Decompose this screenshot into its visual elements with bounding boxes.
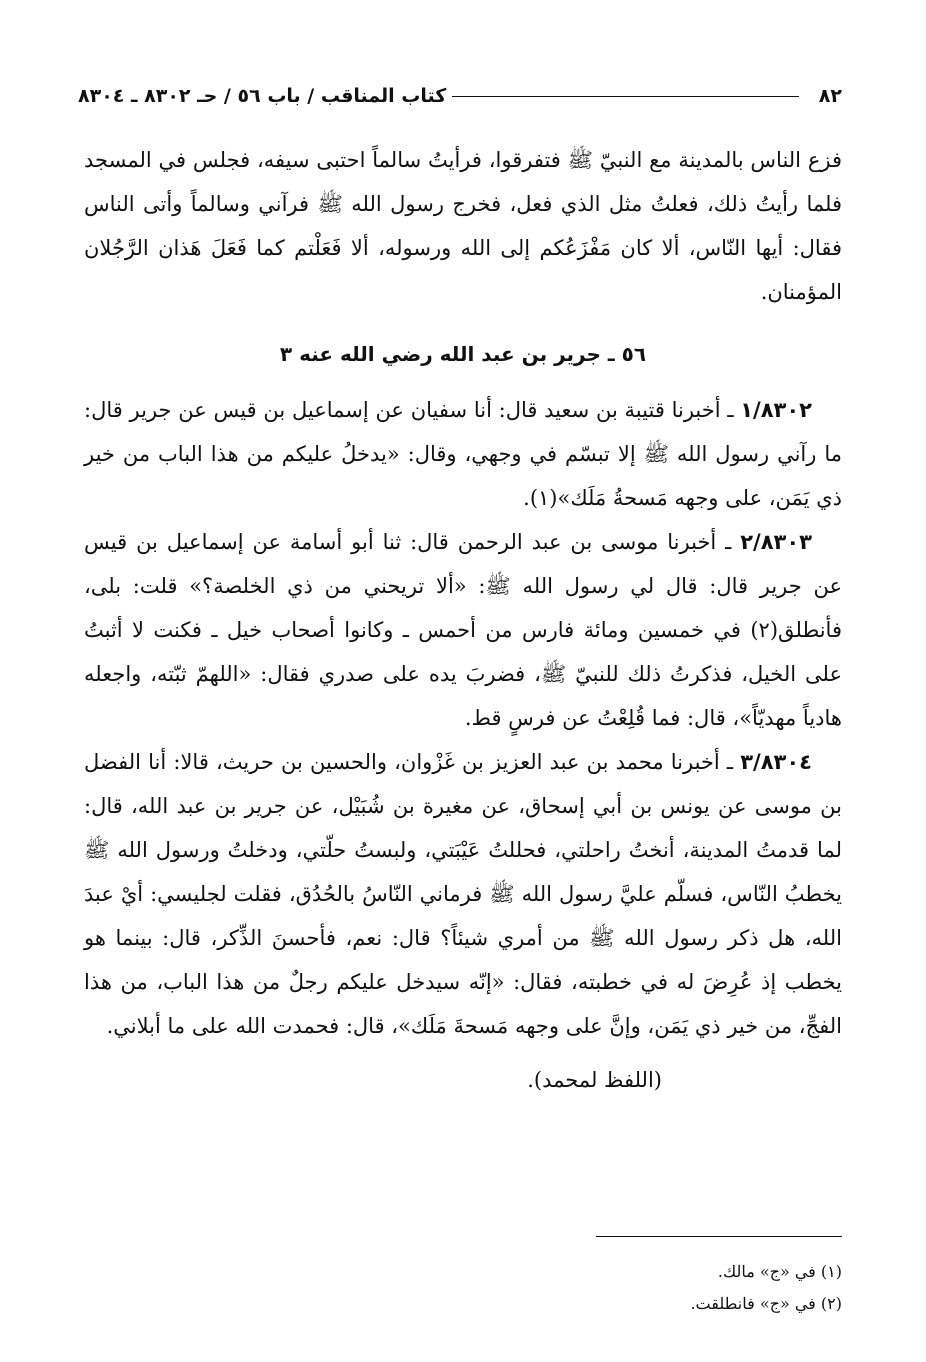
page-number: ٨٢ xyxy=(818,85,842,107)
header-rule xyxy=(452,96,798,97)
section-title: ٥٦ ـ جرير بن عبد الله رضي الله عنه ٣ xyxy=(279,342,647,366)
hadith-number: ٢/٨٣٠٣ xyxy=(740,530,812,554)
footnotes xyxy=(84,1256,842,1320)
hadith-paragraph xyxy=(84,740,842,1048)
hadith-paragraph xyxy=(84,388,842,520)
hadith-number: ٣/٨٣٠٤ xyxy=(740,750,812,774)
main-text xyxy=(84,138,842,1102)
footnote: (١) في «ج» مالك. xyxy=(717,1262,842,1281)
footnote-rule xyxy=(596,1236,842,1237)
running-title: كتاب المناقب / باب ٥٦ / حـ ٨٣٠٢ ـ ٨٣٠٤ xyxy=(78,85,447,107)
hadith-number: ١/٨٣٠٢ xyxy=(740,398,812,422)
footnote: (٢) في «ج» فانطلقت. xyxy=(690,1294,842,1313)
intro-paragraph: فزع الناس بالمدينة مع النبيّ ﷺ فتفرقوا، فرأيتُ سالماً احتبى سيفه، فجلس في المسجد فلما رأيتُ ذلك، فعلتُ مثل الذي فعل، فخرج رسول الله ﷺ فرآني وسالماً وأتى الناس فقال: أيها النّاس، ألا كان مَفْزَعُكم إلى الله ورسوله، ألا فَعَلْتم كما فَعَلَ هَذان الرَّجُلان المؤمنان. xyxy=(84,148,842,304)
running-header xyxy=(78,80,842,112)
hadith-text: ـ أخبرنا محمد بن عبد العزيز بن غَزْوان، والحسين بن حريث، قالا: أنا الفضل بن موسى عن يونس بن أبي إسحاق، عن مغيرة بن شُبَيْل، عن جرير بن عبد الله، قال: لما قدمتُ المدينة، أنختُ راحلتي، فحللتُ عَيْبَتي، ولبستُ حلّتي، ودخلتُ ورسول الله ﷺ يخطبُ النّاس، فسلّم عليَّ رسول الله ﷺ فرماني النّاسُ بالحُدُق، فقلت لجليسي: أيْ عبدَ الله، هل ذكر رسول الله ﷺ من أمري شيئاً؟ قال: نعم، فأحسنَ الذِّكر، قال: بينما هو يخطب إذ عُرِضَ له في خطبته، فقال: «إنّه سيدخل عليكم رجلٌ من هذا الباب، من هذا الفجِّ، من خير ذي يَمَن، وإنَّ على وجهه مَسحةَ مَلَك»، قال: فحمدت الله على ما أبلاني. xyxy=(84,750,842,1038)
hadith-text: ـ أخبرنا قتيبة بن سعيد قال: أنا سفيان عن إسماعيل بن قيس عن جرير قال: ما رآني رسول الله ﷺ إلا تبسّم في وجهي، وقال: «يدخلُ عليكم من هذا الباب من خير ذي يَمَن، على وجهه مَسحةُ مَلَك»(١). xyxy=(84,398,842,510)
hadith-paragraph xyxy=(84,520,842,740)
closing-note: (اللفظ لمحمد). xyxy=(527,1068,662,1092)
hadith-text: ـ أخبرنا موسى بن عبد الرحمن قال: ثنا أبو أسامة عن إسماعيل بن قيس عن جرير قال: قال لي رسول الله ﷺ: «ألا تريحني من ذي الخلصة؟» قلت: بلى، فأنطلق(٢) في خمسين ومائة فارس من أحمس ـ وكانوا أصحاب خيل ـ فكنت لا أثبتُ على الخيل، فذكرتُ ذلك للنبيّ ﷺ، فضربَ يده على صدري فقال: «اللهمّ ثبّته، واجعله هادياً مهديّاً»، قال: فما قُلِعْتُ عن فرسٍ قط. xyxy=(84,530,842,730)
